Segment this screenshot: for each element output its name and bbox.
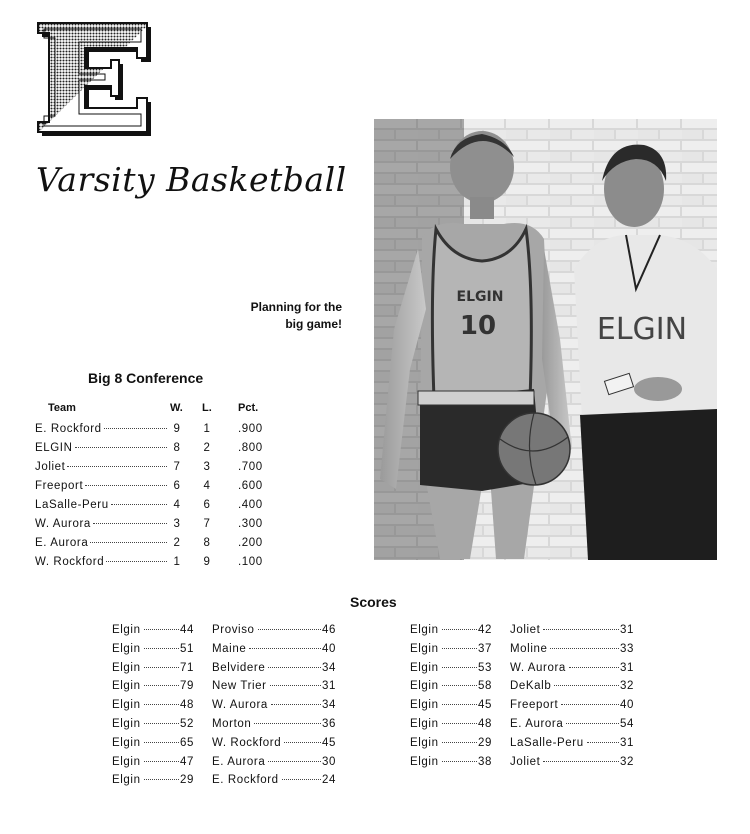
- opponent-name: Morton: [212, 717, 252, 730]
- opponent-name: Freeport: [510, 699, 559, 712]
- coach-shirt-lettering: ELGIN: [596, 312, 688, 347]
- header-pct: Pct.: [238, 402, 259, 414]
- team-name: Elgin: [410, 642, 439, 655]
- wins-value: 3: [173, 518, 181, 530]
- dot-leader: [569, 667, 619, 668]
- scores-column-opponent: [212, 624, 336, 793]
- score-line-opponent: [212, 699, 336, 718]
- dot-leader: [282, 779, 321, 780]
- opponent-name: Joliet: [510, 624, 541, 636]
- score-value: 58: [478, 680, 492, 693]
- dot-leader: [442, 761, 477, 762]
- opponent-name: Moline: [510, 642, 548, 655]
- team-name: Elgin: [410, 661, 439, 674]
- header-losses: L.: [202, 402, 212, 414]
- team-name: Elgin: [410, 699, 439, 712]
- dot-leader: [566, 723, 619, 724]
- standings-row: [0, 499, 300, 518]
- basketball: [498, 413, 570, 485]
- dot-leader: [254, 723, 321, 724]
- score-value: 45: [478, 699, 492, 712]
- team-name: Elgin: [112, 717, 141, 730]
- score-line-elgin: [112, 718, 194, 737]
- losses-value: 3: [203, 461, 211, 473]
- standings-row: [0, 480, 300, 499]
- opponent-score-value: 36: [322, 717, 336, 730]
- pct-value: .600: [238, 480, 263, 492]
- team-name: Elgin: [112, 680, 141, 693]
- opponent-name: W. Aurora: [212, 699, 268, 712]
- standings-team-cell: [35, 461, 169, 473]
- standings-team-cell: [35, 423, 169, 435]
- pct-value: .800: [238, 442, 263, 454]
- score-value: 29: [478, 736, 492, 749]
- score-line-elgin: [410, 756, 492, 775]
- score-value: 38: [478, 755, 492, 768]
- score-line-opponent: [510, 643, 634, 662]
- team-name: Elgin: [112, 736, 141, 749]
- header-wins: W.: [170, 402, 183, 414]
- team-name: LaSalle-Peru: [35, 499, 109, 511]
- dot-leader: [90, 542, 167, 543]
- score-line-opponent: [510, 699, 634, 718]
- opponent-score-value: 31: [322, 680, 336, 693]
- standings-row: [0, 423, 300, 442]
- score-value: 48: [478, 717, 492, 730]
- dot-leader: [442, 629, 477, 630]
- opponent-name: DeKalb: [510, 680, 552, 693]
- standings-team-cell: [35, 556, 169, 568]
- score-line-elgin: [112, 774, 194, 793]
- dot-leader: [106, 561, 167, 562]
- opponent-score-value: 31: [620, 624, 634, 636]
- standings-row: [0, 556, 300, 575]
- dot-leader: [587, 742, 619, 743]
- team-name: Elgin: [410, 624, 439, 636]
- score-value: 48: [180, 699, 194, 712]
- opponent-name: W. Rockford: [212, 736, 282, 749]
- opponent-score-value: 34: [322, 661, 336, 674]
- score-line-opponent: [212, 756, 336, 775]
- score-line-elgin: [112, 756, 194, 775]
- dot-leader: [270, 685, 321, 686]
- score-value: 65: [180, 736, 194, 749]
- team-name: Elgin: [410, 736, 439, 749]
- dot-leader: [554, 685, 619, 686]
- standings-team-cell: [35, 442, 169, 454]
- dot-leader: [442, 685, 477, 686]
- dot-leader: [442, 704, 477, 705]
- standings-row: [0, 442, 300, 461]
- team-name: Elgin: [410, 755, 439, 768]
- team-name: Elgin: [410, 717, 439, 730]
- score-line-opponent: [212, 680, 336, 699]
- score-line-opponent: [510, 680, 634, 699]
- opponent-name: E. Aurora: [510, 717, 564, 730]
- standings-team-cell: [35, 537, 169, 549]
- score-value: 52: [180, 717, 194, 730]
- opponent-name: New Trier: [212, 680, 267, 693]
- photo-caption: [222, 299, 342, 333]
- score-line-opponent: [212, 718, 336, 737]
- wins-value: 6: [173, 480, 181, 492]
- standings-team-cell: [35, 480, 169, 492]
- score-line-elgin: [112, 699, 194, 718]
- score-line-opponent: [510, 624, 634, 643]
- team-name: W. Rockford: [35, 556, 105, 568]
- team-name: W. Aurora: [35, 518, 91, 530]
- opponent-name: Joliet: [510, 755, 541, 768]
- score-line-elgin: [410, 737, 492, 756]
- wins-value: 9: [173, 423, 181, 435]
- standings-row: [0, 461, 300, 480]
- losses-value: 1: [203, 423, 211, 435]
- score-value: 29: [180, 774, 194, 787]
- dot-leader: [442, 723, 477, 724]
- score-value: 53: [478, 661, 492, 674]
- standings-table: [0, 423, 300, 583]
- score-line-opponent: [510, 662, 634, 681]
- losses-value: 7: [203, 518, 211, 530]
- dot-leader: [144, 742, 179, 743]
- dot-leader: [111, 504, 167, 505]
- dot-leader: [258, 629, 321, 630]
- dot-leader: [144, 723, 179, 724]
- losses-value: 6: [203, 499, 211, 511]
- score-line-elgin: [410, 643, 492, 662]
- dot-leader: [268, 667, 321, 668]
- score-value: 47: [180, 755, 194, 768]
- dot-leader: [144, 667, 179, 668]
- dot-leader: [284, 742, 321, 743]
- opponent-score-value: 30: [322, 755, 336, 768]
- team-name: Elgin: [112, 624, 141, 636]
- team-name: ELGIN: [35, 442, 73, 454]
- score-line-elgin: [410, 718, 492, 737]
- dot-leader: [144, 779, 179, 780]
- scores-column-elgin: [112, 624, 194, 793]
- team-name: Joliet: [35, 461, 66, 473]
- score-value: 44: [180, 624, 194, 636]
- opponent-score-value: 54: [620, 717, 634, 730]
- opponent-score-value: 31: [620, 661, 634, 674]
- standings-team-cell: [35, 518, 169, 530]
- losses-value: 4: [203, 480, 211, 492]
- wins-value: 1: [173, 556, 181, 568]
- dot-leader: [550, 648, 619, 649]
- losses-value: 2: [203, 442, 211, 454]
- dot-leader: [543, 629, 619, 630]
- pct-value: .100: [238, 556, 263, 568]
- team-photo: [374, 119, 717, 560]
- scores-column-opponent: [510, 624, 634, 774]
- score-line-elgin: [410, 699, 492, 718]
- dot-leader: [543, 761, 619, 762]
- team-name: E. Aurora: [35, 537, 89, 549]
- opponent-score-value: 32: [620, 680, 634, 693]
- page-title: Varsity Basketball: [36, 160, 347, 199]
- dot-leader: [144, 629, 179, 630]
- standings-title: Big 8 Conference: [88, 370, 204, 386]
- opponent-score-value: 32: [620, 755, 634, 768]
- score-line-elgin: [410, 624, 492, 643]
- standings-row: [0, 518, 300, 537]
- dot-leader: [442, 667, 477, 668]
- score-line-elgin: [112, 643, 194, 662]
- opponent-score-value: 34: [322, 699, 336, 712]
- score-value: 37: [478, 642, 492, 655]
- score-line-opponent: [510, 756, 634, 775]
- dot-leader: [144, 704, 179, 705]
- photo-caption-line-2: big game!: [285, 317, 342, 331]
- scores-grid: [0, 624, 750, 804]
- opponent-score-value: 31: [620, 736, 634, 749]
- pct-value: .700: [238, 461, 263, 473]
- dot-leader: [144, 685, 179, 686]
- score-line-opponent: [212, 643, 336, 662]
- team-name: Elgin: [112, 642, 141, 655]
- dot-leader: [144, 761, 179, 762]
- opponent-score-value: 40: [322, 642, 336, 655]
- losses-value: 9: [203, 556, 211, 568]
- scores-column-elgin: [410, 624, 492, 774]
- score-line-opponent: [510, 737, 634, 756]
- score-value: 51: [180, 642, 194, 655]
- score-line-opponent: [212, 737, 336, 756]
- dot-leader: [93, 523, 167, 524]
- score-line-elgin: [112, 737, 194, 756]
- standings-team-cell: [35, 499, 169, 511]
- opponent-score-value: 24: [322, 774, 336, 787]
- dot-leader: [271, 704, 321, 705]
- score-line-opponent: [510, 718, 634, 737]
- opponent-name: W. Aurora: [510, 661, 566, 674]
- dot-leader: [249, 648, 321, 649]
- opponent-name: LaSalle-Peru: [510, 736, 584, 749]
- score-line-elgin: [112, 624, 194, 643]
- wins-value: 4: [173, 499, 181, 511]
- score-value: 42: [478, 624, 492, 636]
- team-name: Freeport: [35, 480, 84, 492]
- wins-value: 7: [173, 461, 181, 473]
- opponent-score-value: 46: [322, 624, 336, 636]
- team-name: Elgin: [112, 661, 141, 674]
- team-name: Elgin: [112, 774, 141, 787]
- photo-caption-line-1: Planning for the: [250, 300, 342, 314]
- dot-leader: [561, 704, 619, 705]
- team-name: Elgin: [112, 755, 141, 768]
- team-name: Elgin: [112, 699, 141, 712]
- score-line-elgin: [112, 662, 194, 681]
- jersey-number: 10: [459, 311, 497, 341]
- dot-leader: [104, 428, 167, 429]
- dot-leader: [67, 466, 167, 467]
- pct-value: .400: [238, 499, 263, 511]
- scores-title: Scores: [350, 594, 397, 610]
- score-line-elgin: [410, 662, 492, 681]
- opponent-score-value: 40: [620, 699, 634, 712]
- score-line-elgin: [410, 680, 492, 699]
- opponent-name: E. Rockford: [212, 774, 279, 787]
- score-line-opponent: [212, 774, 336, 793]
- pct-value: .200: [238, 537, 263, 549]
- team-name: Elgin: [410, 680, 439, 693]
- opponent-name: Maine: [212, 642, 247, 655]
- dot-leader: [442, 648, 477, 649]
- dot-leader: [144, 648, 179, 649]
- standings-row: [0, 537, 300, 556]
- score-value: 79: [180, 680, 194, 693]
- dot-leader: [268, 761, 321, 762]
- opponent-name: Proviso: [212, 624, 255, 636]
- opponent-score-value: 45: [322, 736, 336, 749]
- score-line-opponent: [212, 624, 336, 643]
- pct-value: .900: [238, 423, 263, 435]
- losses-value: 8: [203, 537, 211, 549]
- header-team: Team: [48, 402, 76, 414]
- score-line-elgin: [112, 680, 194, 699]
- dot-leader: [442, 742, 477, 743]
- wins-value: 8: [173, 442, 181, 454]
- jersey-lettering: ELGIN: [456, 289, 504, 305]
- opponent-name: Belvidere: [212, 661, 266, 674]
- dot-leader: [85, 485, 167, 486]
- score-value: 71: [180, 661, 194, 674]
- wins-value: 2: [173, 537, 181, 549]
- pct-value: .300: [238, 518, 263, 530]
- opponent-score-value: 33: [620, 642, 634, 655]
- opponent-name: E. Aurora: [212, 755, 266, 768]
- dot-leader: [75, 447, 167, 448]
- letter-e-emblem: [35, 20, 153, 136]
- score-line-opponent: [212, 662, 336, 681]
- team-name: E. Rockford: [35, 423, 102, 435]
